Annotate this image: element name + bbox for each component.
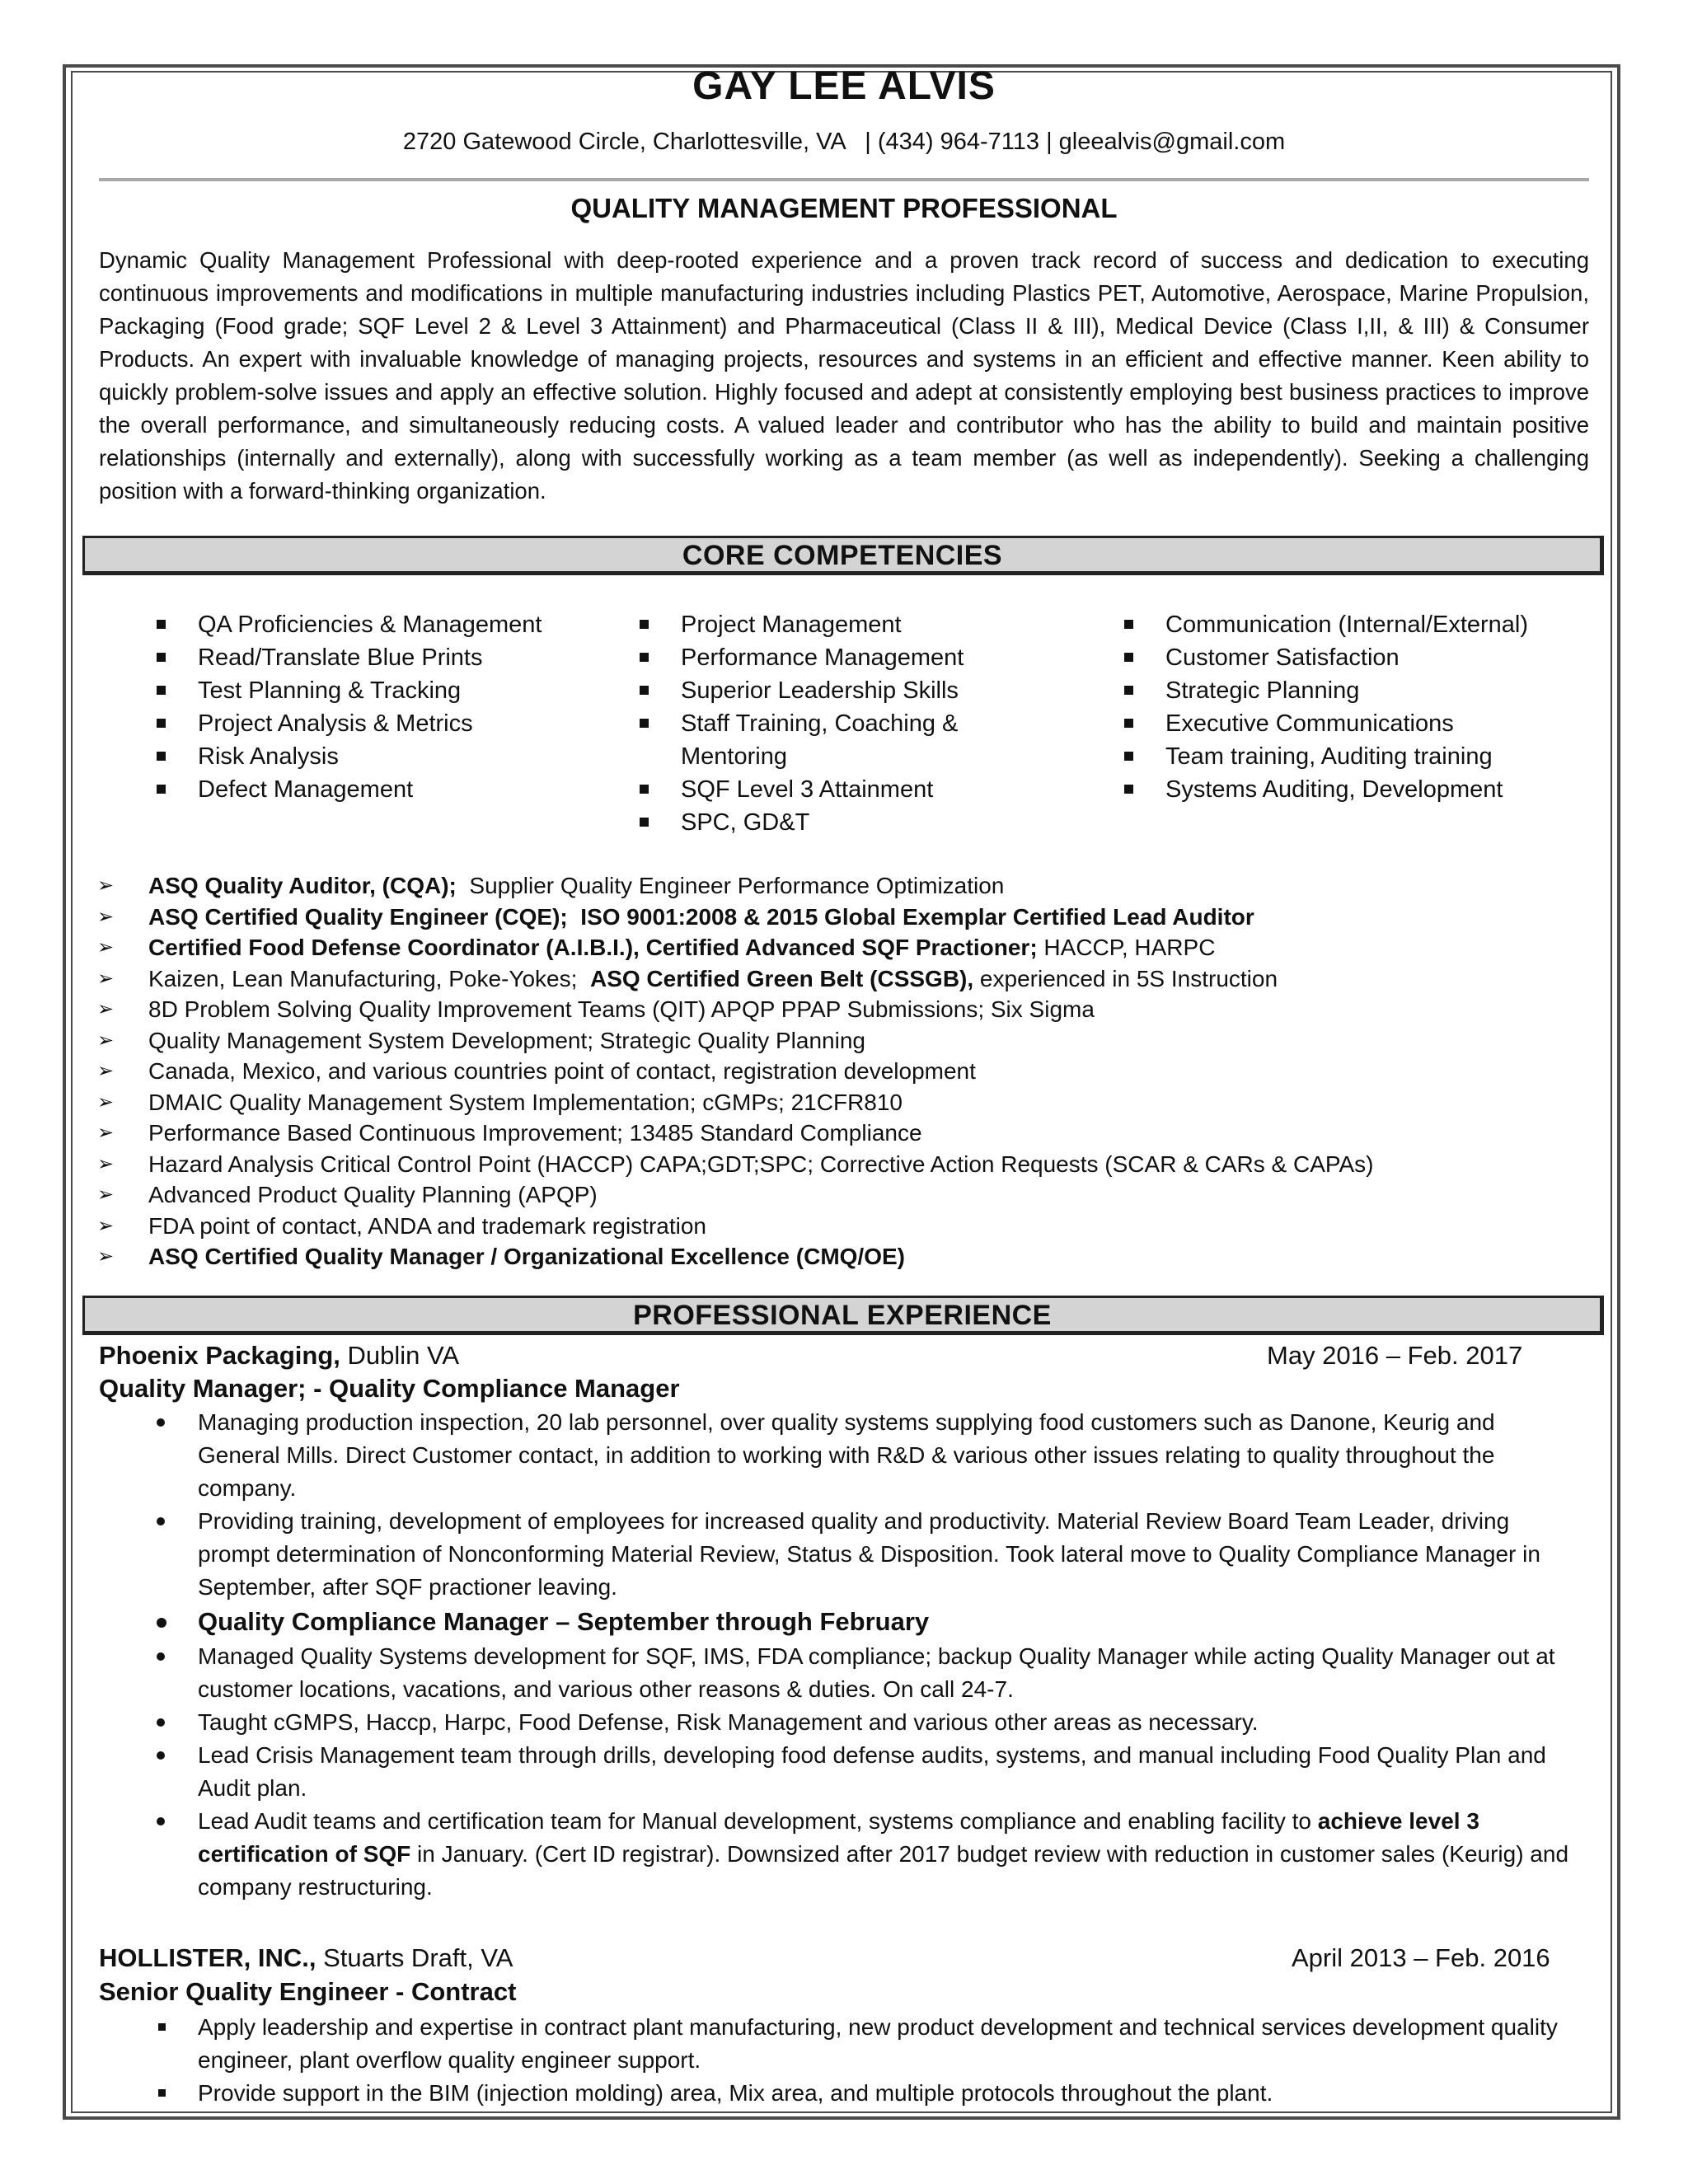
job-2-header xyxy=(99,1942,513,1975)
arrow-bullet-icon: ➢ xyxy=(97,998,115,1020)
arrow-bullet-icon: ➢ xyxy=(97,905,115,928)
professional-headline: QUALITY MANAGEMENT PROFESSIONAL xyxy=(570,193,1118,223)
competency-item: Project Analysis & Metrics xyxy=(198,707,544,740)
certification-item: ➢ ASQ Quality Auditor, (CQA); Supplier Quality Engineer Performance Optimization xyxy=(148,870,1374,902)
certification-item: ➢ Performance Based Continuous Improvement; 13485 Standard Compliance xyxy=(148,1118,1374,1149)
arrow-bullet-icon: ➢ xyxy=(97,967,115,990)
certification-item: ➢ Certified Food Defense Coordinator (A.I.B.I.), Certified Advanced SQF Practioner; HACCP, HARPC xyxy=(148,932,1374,963)
competency-item: SQF Level 3 Attainment xyxy=(681,773,1027,806)
bullet-square-icon xyxy=(640,686,649,695)
job-1-title: Quality Manager; - Quality Compliance Manager xyxy=(99,1374,680,1403)
job-1-location: Dublin VA xyxy=(340,1341,460,1370)
competency-item: SPC, GD&T xyxy=(681,806,1027,839)
arrow-bullet-icon: ➢ xyxy=(97,1090,115,1113)
certification-list xyxy=(97,870,1374,1272)
competency-item: Customer Satisfaction xyxy=(1165,641,1545,674)
list-item: Apply leadership and expertise in contract plant manufacturing, new product development and technical services development quality engineer, plant overflow quality engineer support. xyxy=(198,2011,1582,2077)
certification-item: ➢ ASQ Certified Quality Manager / Organizational Excellence (CMQ/OE) xyxy=(148,1241,1374,1272)
bullet-square-icon xyxy=(157,752,166,761)
header-divider xyxy=(99,178,1589,181)
certification-item: ➢ Kaizen, Lean Manufacturing, Poke-Yokes; ASQ Certified Green Belt (CSSGB), experienced in 5S Instruction xyxy=(148,963,1374,995)
job-1-dates: May 2016 – Feb. 2017 xyxy=(1267,1341,1523,1370)
list-item: Lead Crisis Management team through drills, developing food defense audits, systems, and manual including Food Quality Plan and Audit plan. xyxy=(198,1739,1582,1805)
competency-item: Communication (Internal/External) xyxy=(1165,608,1545,641)
bullet-square-icon xyxy=(640,620,649,629)
arrow-bullet-icon: ➢ xyxy=(97,936,115,958)
competency-item: Test Planning & Tracking xyxy=(198,674,544,707)
bullet-dot-icon xyxy=(157,1618,166,1628)
bullet-square-icon xyxy=(157,620,166,629)
job-1-subrole: Quality Compliance Manager – September through February xyxy=(198,1604,1582,1640)
job-1-header xyxy=(99,1339,459,1372)
bullet-square-icon xyxy=(640,719,649,728)
arrow-bullet-icon: ➢ xyxy=(97,1152,115,1175)
competency-item: QA Proficiencies & Management xyxy=(198,608,544,641)
competency-item: Defect Management xyxy=(198,773,544,806)
certification-item: ➢ Quality Management System Development; Strategic Quality Planning xyxy=(148,1025,1374,1057)
job-1-company: Phoenix Packaging, xyxy=(99,1341,340,1370)
competency-item: Superior Leadership Skills xyxy=(681,674,1027,707)
bullet-square-icon xyxy=(640,653,649,662)
job-1-bullets xyxy=(198,1406,1582,1904)
bullet-square-icon xyxy=(158,2023,166,2031)
certification-item: ➢ Canada, Mexico, and various countries point of contact, registration development xyxy=(148,1056,1374,1087)
arrow-bullet-icon: ➢ xyxy=(97,1214,115,1237)
bullet-dot-icon xyxy=(157,1418,165,1427)
arrow-bullet-icon: ➢ xyxy=(97,1245,115,1268)
competency-item: Risk Analysis xyxy=(198,740,544,773)
bullet-dot-icon xyxy=(157,1751,165,1760)
bullet-dot-icon xyxy=(157,1817,165,1825)
bullet-square-icon xyxy=(157,719,166,728)
job-2-bullets xyxy=(198,2011,1582,2110)
arrow-bullet-icon: ➢ xyxy=(97,1183,115,1206)
competency-item: Strategic Planning xyxy=(1165,674,1545,707)
bullet-square-icon xyxy=(1124,785,1133,794)
bullet-dot-icon xyxy=(157,1652,165,1661)
list-item: Provide support in the BIM (injection molding) area, Mix area, and multiple protocols throughout the plant. xyxy=(198,2077,1582,2110)
arrow-bullet-icon: ➢ xyxy=(97,1029,115,1052)
competency-item: Staff Training, Coaching & Mentoring xyxy=(681,707,1027,773)
job-2-dates: April 2013 – Feb. 2016 xyxy=(1292,1943,1550,1972)
job-2-company: HOLLISTER, INC., xyxy=(99,1943,316,1972)
bullet-square-icon xyxy=(1124,719,1133,728)
summary-paragraph: Dynamic Quality Management Professional with deep-rooted experience and a proven track record of success and dedication to executing continuous improvements and modifications in multiple manufacturing industries including Plastics PET, Automotive, Aerospace, Marine Propulsion, Packaging (Food grade; SQF Level 2 & Level 3 Attainment) and Pharmaceutical (Class II & III), Medical Device (Class I,II, & III) & Consumer Products. An expert with invaluable knowledge of managing projects, resources and systems in an efficient and effective manner. Keen ability to quickly problem-solve issues and apply an effective solution. Highly focused and adept at consistently employing best business practices to improve the overall performance, and simultaneously reducing costs. A valued leader and contributor who has the ability to build and maintain positive relationships (internally and externally), along with successfully working as a team member (as well as independently). Seeking a challenging position with a forward-thinking organization. xyxy=(99,247,1589,504)
list-item: Managed Quality Systems development for SQF, IMS, FDA compliance; backup Quality Manager while acting Quality Manager out at customer locations, vacations, and various other reasons & duties. On call 24-7. xyxy=(198,1640,1582,1706)
competency-item: Systems Auditing, Development xyxy=(1165,773,1545,806)
core-competencies-heading: CORE COMPETENCIES xyxy=(82,536,1604,575)
job-2-location: Stuarts Draft, VA xyxy=(316,1943,513,1972)
list-item: Taught cGMPS, Haccp, Harpc, Food Defense, Risk Management and various other areas as necessary. xyxy=(198,1706,1582,1739)
bullet-square-icon xyxy=(1124,620,1133,629)
bullet-square-icon xyxy=(157,653,166,662)
bullet-square-icon xyxy=(640,785,649,794)
competency-item: Project Management xyxy=(681,608,1027,641)
competency-column-1 xyxy=(198,608,544,806)
competency-column-2 xyxy=(681,608,1027,839)
professional-experience-heading: PROFESSIONAL EXPERIENCE xyxy=(82,1296,1604,1335)
competency-item: Executive Communications xyxy=(1165,707,1545,740)
candidate-name: GAY LEE ALVIS xyxy=(692,64,996,108)
arrow-bullet-icon: ➢ xyxy=(97,1060,115,1082)
list-item: Lead Audit teams and certification team for Manual development, systems compliance and enabling facility to achieve level 3 certification of SQF in January. (Cert ID registrar). Downsized after 2017 budget review with reduction in customer sales (Keurig) and company restructuring. xyxy=(198,1805,1582,1904)
certification-item: ➢ DMAIC Quality Management System Implementation; cGMPs; 21CFR810 xyxy=(148,1087,1374,1118)
bullet-dot-icon xyxy=(157,1718,165,1727)
bullet-square-icon xyxy=(1124,752,1133,761)
arrow-bullet-icon: ➢ xyxy=(97,1122,115,1144)
contact-line: 2720 Gatewood Circle, Charlottesville, VA | (434) 964-7113 | gleealvis@gmail.com xyxy=(402,129,1286,155)
competency-item: Read/Translate Blue Prints xyxy=(198,641,544,674)
competency-item: Team training, Auditing training xyxy=(1165,740,1545,773)
certification-item: ➢ FDA point of contact, ANDA and trademark registration xyxy=(148,1211,1374,1242)
bullet-square-icon xyxy=(157,785,166,794)
certification-item: ➢ ASQ Certified Quality Engineer (CQE); ISO 9001:2008 & 2015 Global Exemplar Certified Lead Auditor xyxy=(148,902,1374,933)
bullet-dot-icon xyxy=(157,1517,165,1526)
bullet-square-icon xyxy=(1124,686,1133,695)
bullet-square-icon xyxy=(640,818,649,827)
bullet-square-icon xyxy=(157,686,166,695)
competency-item: Performance Management xyxy=(681,641,1027,674)
job-2-title: Senior Quality Engineer - Contract xyxy=(99,1977,517,2006)
competency-column-3 xyxy=(1165,608,1545,806)
arrow-bullet-icon: ➢ xyxy=(97,874,115,897)
certification-item: ➢ 8D Problem Solving Quality Improvement Teams (QIT) APQP PPAP Submissions; Six Sigma xyxy=(148,994,1374,1025)
bullet-square-icon xyxy=(1124,653,1133,662)
list-item: Providing training, development of employees for increased quality and productivity. Material Review Board Team Leader, driving prompt determination of Nonconforming Material Review, Status & Disposition. Took lateral move to Quality Compliance Manager in September, after SQF practioner leaving. xyxy=(198,1505,1582,1604)
certification-item: ➢ Hazard Analysis Critical Control Point (HACCP) CAPA;GDT;SPC; Corrective Action Requests (SCAR & CARs & CAPAs) xyxy=(148,1149,1374,1180)
list-item: Managing production inspection, 20 lab personnel, over quality systems supplying food customers such as Danone, Keurig and General Mills. Direct Customer contact, in addition to working with R&D & various other issues relating to quality throughout the company. xyxy=(198,1406,1582,1505)
certification-item: ➢ Advanced Product Quality Planning (APQP) xyxy=(148,1179,1374,1211)
bullet-square-icon xyxy=(158,2089,166,2097)
